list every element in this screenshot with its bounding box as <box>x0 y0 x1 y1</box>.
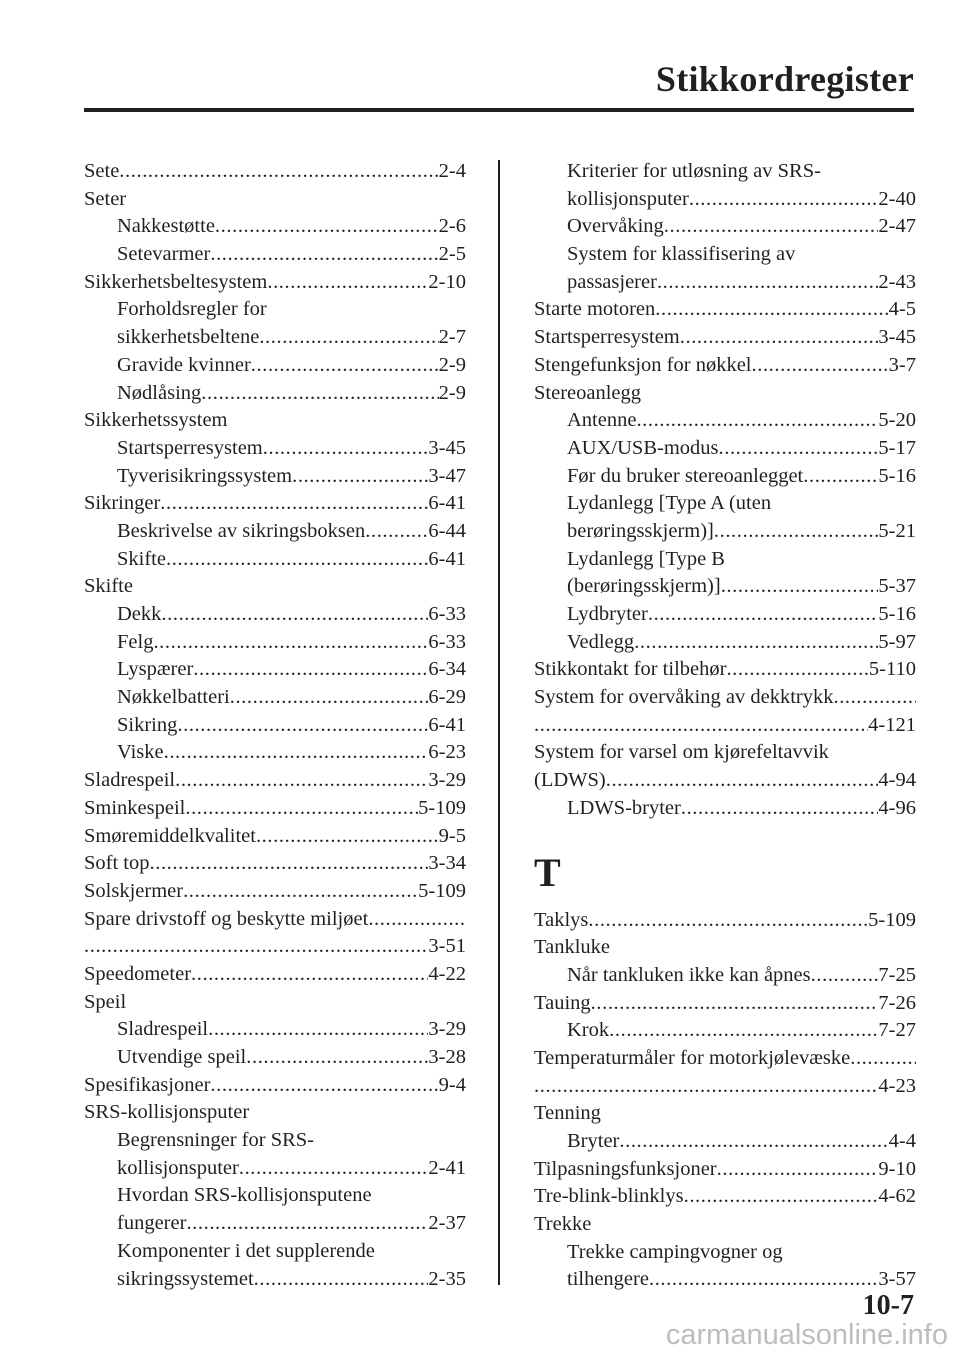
dot-leader <box>166 546 428 574</box>
entry-text: Tre-blink-blinklys <box>534 1185 684 1208</box>
entry-page-ref: 3-7 <box>888 353 916 376</box>
entry-text: Vedlegg <box>567 630 635 653</box>
entry-page-ref: 5-16 <box>878 464 916 487</box>
dot-leader <box>684 1183 879 1211</box>
entry-page-ref: 5-21 <box>878 519 916 542</box>
entry-page-ref: 6-41 <box>428 547 466 570</box>
index-entry <box>534 380 916 408</box>
dot-leader <box>719 435 879 463</box>
entry-text: Trekke campingvogner og <box>567 1240 783 1263</box>
entry-text: Startsperresystem <box>117 436 263 459</box>
index-subentry <box>84 712 466 740</box>
index-subentry <box>534 269 916 297</box>
index-column-left <box>84 158 466 1293</box>
dot-leader <box>609 1017 878 1045</box>
entry-text: Bryter <box>567 1130 620 1152</box>
index-entry <box>534 767 916 795</box>
entry-text: SRS-kollisjonsputer <box>84 1101 250 1124</box>
dot-leader <box>256 823 439 851</box>
entry-text: Når tankluken ikke kan åpnes <box>567 963 811 986</box>
entry-text: kollisjonsputer <box>567 187 689 210</box>
dot-leader <box>752 352 889 380</box>
entry-text: Komponenter i det supplerende <box>117 1239 375 1262</box>
index-subentry <box>534 1266 916 1294</box>
dot-leader <box>251 352 439 380</box>
entry-text: Tilpasningsfunksjoner <box>534 1157 717 1180</box>
entry-text: Lydanlegg [Type B <box>567 547 725 570</box>
dot-leader <box>833 684 916 712</box>
dot-leader <box>208 1016 428 1044</box>
dot-leader <box>177 712 428 740</box>
entry-page-ref: 2-9 <box>438 353 466 376</box>
dot-leader <box>721 573 879 601</box>
index-entry <box>534 324 916 352</box>
dot-leader <box>368 906 466 934</box>
index-subentry <box>534 546 916 574</box>
index-subentry <box>84 1044 466 1072</box>
dot-leader <box>664 213 879 241</box>
index-subentry <box>84 324 466 352</box>
dot-leader <box>263 435 429 463</box>
entry-text: Kriterier for utløsning av SRS- <box>567 160 821 182</box>
dot-leader <box>588 907 868 935</box>
index-entry <box>84 850 466 878</box>
index-subentry <box>534 1017 916 1045</box>
index-subentry <box>84 629 466 657</box>
dot-leader <box>191 961 428 989</box>
entry-page-ref: 4-96 <box>878 796 916 819</box>
entry-page-ref: 2-43 <box>878 270 916 293</box>
dot-leader <box>680 324 879 352</box>
entry-page-ref: 6-41 <box>428 492 466 515</box>
entry-page-ref: 5-97 <box>878 630 916 653</box>
index-entry <box>534 712 916 740</box>
dot-leader <box>292 463 428 491</box>
index-subentry <box>534 241 916 269</box>
entry-text: System for klassifisering av <box>567 243 796 266</box>
index-entry <box>84 906 466 934</box>
entry-page-ref: 2-37 <box>428 1212 466 1235</box>
index-subentry <box>84 1016 466 1044</box>
dot-leader <box>534 1073 878 1101</box>
entry-page-ref: 7-27 <box>878 1019 916 1042</box>
header-rule <box>84 108 914 112</box>
entry-page-ref: 3-34 <box>428 852 466 875</box>
index-subentry <box>84 656 466 684</box>
dot-leader <box>185 795 418 823</box>
index-subentry <box>534 518 916 546</box>
index-subentry <box>84 1127 466 1155</box>
entry-text: Sminkespeil <box>84 796 186 819</box>
index-column-right <box>534 158 916 1294</box>
dot-leader <box>606 767 879 795</box>
index-entry <box>84 490 466 518</box>
entry-page-ref: 5-109 <box>418 879 466 902</box>
entry-text: Nøkkelbatteri <box>117 686 230 709</box>
index-subentry <box>84 1210 466 1238</box>
index-subentry <box>84 1182 466 1210</box>
index-entry <box>84 1072 466 1100</box>
entry-page-ref: 6-41 <box>428 713 466 736</box>
entry-text: AUX/USB-modus <box>567 436 719 459</box>
entry-text: berøringsskjerm)] <box>567 519 714 542</box>
index-entry <box>534 1183 916 1211</box>
index-subentry <box>534 629 916 657</box>
entry-page-ref: 3-29 <box>428 769 466 792</box>
dot-leader <box>230 684 429 712</box>
entry-text: Startsperresystem <box>534 326 680 349</box>
entry-page-ref: 2-4 <box>438 160 466 182</box>
entry-page-ref: 4-22 <box>428 962 466 985</box>
index-subentry <box>534 1239 916 1267</box>
entry-text: Nødlåsing <box>117 381 202 404</box>
entry-text: Tenning <box>534 1102 601 1125</box>
entry-text: Stikkontakt for tilbehør <box>534 658 727 681</box>
index-entry <box>84 186 466 214</box>
index-entry <box>534 1211 916 1239</box>
dot-leader <box>726 656 868 684</box>
index-entry <box>534 1045 916 1073</box>
entry-text: Lyspærer <box>117 658 194 681</box>
entry-text: Antenne <box>567 409 637 432</box>
entry-text: Taklys <box>534 908 589 931</box>
entry-text: Sladrespeil <box>84 769 176 792</box>
entry-text: Sikkerhetssystem <box>84 409 228 432</box>
entry-text: Før du bruker stereoanlegget <box>567 464 804 487</box>
dot-leader <box>534 712 868 740</box>
entry-text: passasjerer <box>567 270 657 293</box>
entry-page-ref: 6-34 <box>428 658 466 681</box>
watermark: carmanualsonline.info <box>665 1319 948 1351</box>
entry-page-ref: 5-110 <box>868 658 916 681</box>
entry-page-ref: 4-5 <box>888 298 916 321</box>
index-entry <box>534 352 916 380</box>
entry-text: Tankluke <box>534 936 610 959</box>
dot-leader <box>714 518 879 546</box>
entry-text: sikringssystemet <box>117 1267 254 1290</box>
dot-leader <box>150 850 429 878</box>
entry-page-ref: 9-5 <box>438 824 466 847</box>
index-subentry <box>84 1155 466 1183</box>
dot-leader <box>689 186 879 214</box>
index-subentry <box>534 490 916 518</box>
entry-text: Sikkerhetsbeltesystem <box>84 270 268 293</box>
index-entry <box>534 1073 916 1101</box>
entry-page-ref: 3-45 <box>878 326 916 349</box>
index-subentry <box>534 1128 916 1156</box>
index-subentry <box>534 435 916 463</box>
dot-leader <box>153 629 428 657</box>
entry-text: Skifte <box>84 575 133 598</box>
dot-leader <box>210 241 438 269</box>
entry-text: Skifte <box>117 547 166 570</box>
index-entry <box>534 739 916 767</box>
index-subentry <box>84 213 466 241</box>
entry-text: Overvåking <box>567 215 664 238</box>
index-subentry <box>84 739 466 767</box>
entry-text: Forholdsregler for <box>117 298 267 321</box>
entry-page-ref: 3-28 <box>428 1046 466 1068</box>
entry-text: System for overvåking av dekktrykk <box>534 686 834 709</box>
entry-text: Tauing <box>534 991 591 1014</box>
entry-page-ref: 6-29 <box>428 686 466 709</box>
dot-leader <box>239 1155 429 1183</box>
dot-leader <box>259 324 438 352</box>
dot-leader <box>365 518 428 546</box>
dot-leader <box>681 795 879 823</box>
dot-leader <box>619 1128 888 1156</box>
index-entry <box>534 1156 916 1184</box>
entry-page-ref: 2-7 <box>438 326 466 349</box>
index-entry <box>534 656 916 684</box>
entry-text: kollisjonsputer <box>117 1156 239 1179</box>
entry-page-ref: 6-33 <box>428 603 466 625</box>
entry-text: System for varsel om kjørefeltavvik <box>534 741 829 764</box>
dot-leader <box>803 463 878 491</box>
index-subentry <box>84 435 466 463</box>
index-entry <box>534 934 916 962</box>
entry-page-ref: 5-20 <box>878 409 916 432</box>
entry-page-ref: 9-10 <box>878 1157 916 1180</box>
index-entry <box>84 933 466 961</box>
dot-leader <box>267 269 428 297</box>
entry-page-ref: 5-16 <box>878 603 916 625</box>
entry-text: Nakkestøtte <box>117 215 215 238</box>
dot-leader <box>175 767 428 795</box>
dot-leader <box>636 407 878 435</box>
entry-text: Krok <box>567 1019 610 1042</box>
entry-text: Seter <box>84 187 127 210</box>
entry-text: Speedometer <box>84 962 192 985</box>
dot-leader <box>161 601 428 629</box>
index-entry <box>84 795 466 823</box>
entry-text: Hvordan SRS-kollisjonsputene <box>117 1184 372 1207</box>
entry-page-ref: 5-37 <box>878 575 916 598</box>
section-letter: T <box>534 849 561 895</box>
dot-leader <box>246 1044 428 1072</box>
dot-leader <box>164 739 429 767</box>
index-entry <box>84 767 466 795</box>
index-subentry <box>84 352 466 380</box>
entry-page-ref: 4-121 <box>868 713 916 736</box>
dot-leader <box>850 1045 916 1073</box>
entry-page-ref: 2-35 <box>428 1267 466 1290</box>
index-entry <box>84 269 466 297</box>
index-entry <box>84 158 466 186</box>
entry-text: Gravide kvinner <box>117 353 251 376</box>
entry-page-ref: 2-47 <box>878 215 916 238</box>
entry-text: Sete <box>84 160 120 182</box>
dot-leader <box>634 629 878 657</box>
index-entry <box>84 1099 466 1127</box>
entry-text: (berøringsskjerm)] <box>567 575 721 598</box>
entry-page-ref: 3-51 <box>428 935 466 958</box>
index-subentry <box>84 296 466 324</box>
entry-page-ref: 4-94 <box>878 769 916 792</box>
index-subentry <box>534 407 916 435</box>
entry-page-ref: 9-4 <box>438 1073 466 1096</box>
dot-leader <box>84 933 428 961</box>
index-entry <box>84 989 466 1017</box>
page-title: Stikkordregister <box>655 59 914 99</box>
entry-page-ref: 5-109 <box>418 796 466 819</box>
entry-text: Stereoanlegg <box>534 381 642 404</box>
entry-page-ref: 2-40 <box>878 187 916 210</box>
index-subentry <box>84 518 466 546</box>
entry-text: Beskrivelse av sikringsboksen <box>117 519 366 542</box>
entry-page-ref: 2-5 <box>438 243 466 266</box>
entry-page-ref: 6-33 <box>428 630 466 653</box>
entry-text: Sikringer <box>84 492 161 515</box>
entry-page-ref: 3-45 <box>428 436 466 459</box>
index-subentry <box>84 463 466 491</box>
index-entry <box>84 573 466 601</box>
entry-page-ref: 5-17 <box>878 436 916 459</box>
index-subentry <box>534 573 916 601</box>
index-subentry <box>84 241 466 269</box>
index-entry <box>534 990 916 1018</box>
dot-leader <box>591 990 879 1018</box>
entry-text: Begrensninger for SRS- <box>117 1129 315 1152</box>
index-subentry <box>534 213 916 241</box>
dot-leader <box>160 490 428 518</box>
index-entry <box>84 823 466 851</box>
entry-text: Spare drivstoff og beskytte miljøet <box>84 907 369 930</box>
entry-text: Solskjermer <box>84 879 184 902</box>
index-entry <box>534 907 916 935</box>
index-entry <box>84 878 466 906</box>
entry-text: Felg <box>117 630 154 653</box>
entry-page-ref: 3-57 <box>878 1268 916 1291</box>
index-subentry <box>84 684 466 712</box>
entry-page-ref: 4-62 <box>878 1185 916 1208</box>
entry-text: Sladrespeil <box>117 1018 209 1041</box>
dot-leader <box>648 601 879 629</box>
column-divider <box>498 160 500 1285</box>
index-subentry <box>534 158 916 186</box>
entry-page-ref: 2-10 <box>428 270 466 293</box>
entry-page-ref: 2-9 <box>438 381 466 404</box>
entry-text: Dekk <box>117 603 162 625</box>
entry-text: Viske <box>117 741 164 764</box>
entry-page-ref: 7-25 <box>878 963 916 986</box>
entry-text: Spesifikasjoner <box>84 1073 211 1096</box>
entry-text: Setevarmer <box>117 243 211 266</box>
dot-leader <box>119 158 438 186</box>
dot-leader <box>201 380 438 408</box>
entry-page-ref: 7-26 <box>878 991 916 1014</box>
entry-page-ref: 3-29 <box>428 1018 466 1041</box>
dot-leader <box>254 1266 429 1294</box>
entry-page-ref: 5-109 <box>868 908 916 931</box>
entry-text: LDWS-bryter <box>567 796 681 819</box>
index-entry <box>534 296 916 324</box>
index-subentry <box>534 795 916 823</box>
index-entry <box>84 407 466 435</box>
dot-leader <box>811 962 879 990</box>
dot-leader <box>210 1072 438 1100</box>
entry-text: (LDWS) <box>534 769 606 792</box>
index-entry <box>534 1100 916 1128</box>
entry-text: Lydbryter <box>567 603 648 625</box>
index-subentry <box>84 1266 466 1294</box>
page-number: 10-7 <box>862 1290 914 1321</box>
dot-leader <box>183 878 418 906</box>
index-entry <box>534 684 916 712</box>
dot-leader <box>649 1266 878 1294</box>
dot-leader <box>657 269 878 297</box>
entry-text: Sikring <box>117 713 178 736</box>
entry-page-ref: 4-23 <box>878 1074 916 1097</box>
entry-page-ref: 2-6 <box>438 215 466 238</box>
index-subentry <box>84 1238 466 1266</box>
dot-leader <box>186 1210 428 1238</box>
entry-text: Soft top <box>84 852 150 875</box>
index-entry <box>84 961 466 989</box>
entry-text: tilhengere <box>567 1268 649 1291</box>
index-subentry <box>534 186 916 214</box>
index-subentry <box>84 601 466 629</box>
entry-text: Smøremiddelkvalitet <box>84 824 256 847</box>
entry-text: Lydanlegg [Type A (uten <box>567 492 772 515</box>
index-subentry <box>84 380 466 408</box>
entry-text: Temperaturmåler for motorkjølevæske <box>534 1046 851 1069</box>
entry-text: fungerer <box>117 1212 187 1235</box>
dot-leader <box>193 656 428 684</box>
entry-text: sikkerhetsbeltene <box>117 326 260 349</box>
dot-leader <box>717 1156 879 1184</box>
index-subentry <box>534 463 916 491</box>
entry-page-ref: 6-23 <box>428 741 466 764</box>
entry-text: Speil <box>84 990 127 1013</box>
entry-page-ref: 6-44 <box>428 519 466 542</box>
entry-text: Tyverisikringssystem <box>117 464 293 487</box>
dot-leader <box>655 296 888 324</box>
index-subentry <box>534 962 916 990</box>
dot-leader <box>215 213 439 241</box>
entry-text: Starte motoren <box>534 298 656 321</box>
entry-text: Stengefunksjon for nøkkel <box>534 353 752 376</box>
index-subentry <box>84 546 466 574</box>
entry-page-ref: 3-47 <box>428 464 466 487</box>
entry-page-ref: 2-41 <box>428 1156 466 1179</box>
entry-page-ref: 4-4 <box>888 1130 916 1152</box>
entry-text: Utvendige speil <box>117 1046 247 1068</box>
index-subentry <box>534 601 916 629</box>
entry-text: Trekke <box>534 1213 592 1236</box>
